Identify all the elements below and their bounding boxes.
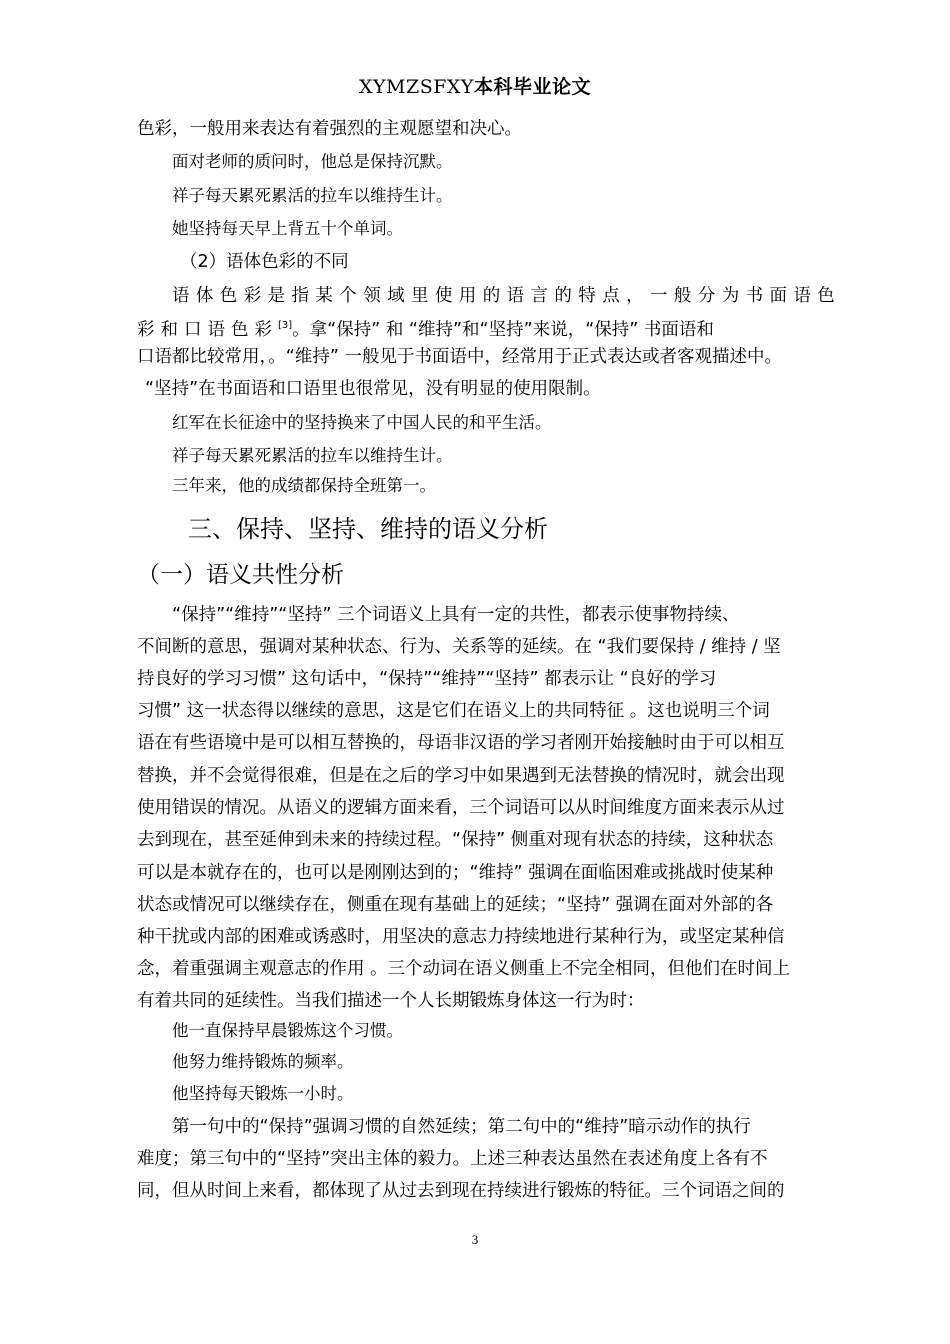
example-sentence: 面对老师的质问时，他总是保持沉默。 [172, 152, 453, 171]
text-line: “保持”“维持”“坚持” 三个词语义上具有一定的共性，都表示使事物持续、 [172, 605, 740, 625]
text-line: 第一句中的“保持”强调习惯的自然延续；第二句中的“维持”暗示动作的执行 [172, 1117, 751, 1137]
text-line: 语体色彩是指某个领域里使用的语言的特点，一般分为书面语色 [172, 286, 842, 306]
example-sentence: 他努力维持锻炼的频率。 [172, 1052, 354, 1071]
text-line: 使用错误的情况。从语义的逻辑方面来看，三个词语可以从时间维度方面来表示从过 [137, 798, 785, 818]
text-line: 种干扰或内部的困难或诱惑时，用坚决的意志力持续地进行某种行为，或坚定某种信 [137, 927, 785, 947]
example-sentence: 祥子每天累死累活的拉车以维持生计。 [172, 446, 453, 465]
example-sentence: 他一直保持早晨锻炼这个习惯。 [172, 1021, 403, 1040]
text-line [137, 314, 714, 342]
section-title: 三、保持、坚持、维持的语义分析 [188, 515, 548, 543]
text-line: 持良好的学习习惯” 这句话中，“保持”“维持”“坚持” 都表示让 “良好的学习 [137, 669, 717, 689]
text-line: 难度；第三句中的“坚持”突出主体的毅力。上述三种表达虽然在表述角度上各有不 [137, 1149, 768, 1169]
text-line: 状态或情况可以继续存在，侧重在现有基础上的延续；“坚持” 强调在面对外部的各 [137, 895, 774, 915]
header-title: XYMZSFXY [358, 76, 474, 98]
example-sentence: 她坚持每天早上背五十个单词。 [172, 219, 403, 238]
example-sentence: 祥子每天累死累活的拉车以维持生计。 [172, 186, 453, 205]
text-line: 同，但从时间上来看，都体现了从过去到现在持续进行锻炼的特征。三个词语之间的 [137, 1181, 785, 1201]
citation-ref: [3] [278, 320, 293, 331]
text-line: 念，着重强调主观意志的作用 。三个动词在语义侧重上不完全相同，但他们在时间上 [137, 959, 791, 979]
example-sentence: 三年来，他的成绩都保持全班第一。 [172, 476, 436, 495]
text-line: 口语都比较常用，。“维持” 一般见于书面语中，经常用于正式表达或者客观描述中。 [137, 347, 782, 367]
sub-heading: （2）语体色彩的不同 [180, 252, 349, 272]
text-line: 语在有些语境中是可以相互替换的，母语非汉语的学习者刚开始接触时由于可以相互 [137, 733, 785, 753]
text-line: 色彩，一般用来表达有着强烈的主观愿望和决心。 [137, 119, 522, 139]
text-span: 彩和口语色彩 [137, 319, 278, 340]
text-line: 习惯” 这一状态得以继续的意思，这是它们在语义上的共同特征 。这也说明三个词 [137, 701, 770, 721]
text-line: 可以是本就存在的，也可以是刚刚达到的；“维持” 强调在面临困难或挑战时使某种 [137, 863, 774, 883]
subsection-title: （一）语义共性分析 [137, 562, 344, 588]
page-number: 3 [471, 1232, 479, 1247]
text-line: 有着共同的延续性。当我们描述一个人长期锻炼身体这一行为时： [137, 991, 645, 1011]
example-sentence: 他坚持每天锻炼一小时。 [172, 1084, 354, 1103]
header-subtitle: 本科毕业论文 [473, 76, 591, 98]
page-header [0, 72, 950, 99]
text-line: 替换，并不会觉得很难，但是在之后的学习中如果遇到无法替换的情况时，就会出现 [137, 766, 785, 786]
example-sentence: 红军在长征途中的坚持换来了中国人民的和平生活。 [172, 413, 552, 432]
text-span: 。拿“保持” 和 “维持”和“坚持”来说，“保持” 书面语和 [292, 319, 714, 340]
text-line: 不间断的意思，强调对某种状态、行为、关系等的延续。在 “我们要保持 / 维持 / 坚 [137, 637, 781, 657]
text-line: 去到现在，甚至延伸到未来的持续过程。“保持” 侧重对现有状态的持续，这种状态 [137, 830, 774, 850]
text-line: “坚持”在书面语和口语里也很常见，没有明显的使用限制。 [145, 379, 601, 399]
